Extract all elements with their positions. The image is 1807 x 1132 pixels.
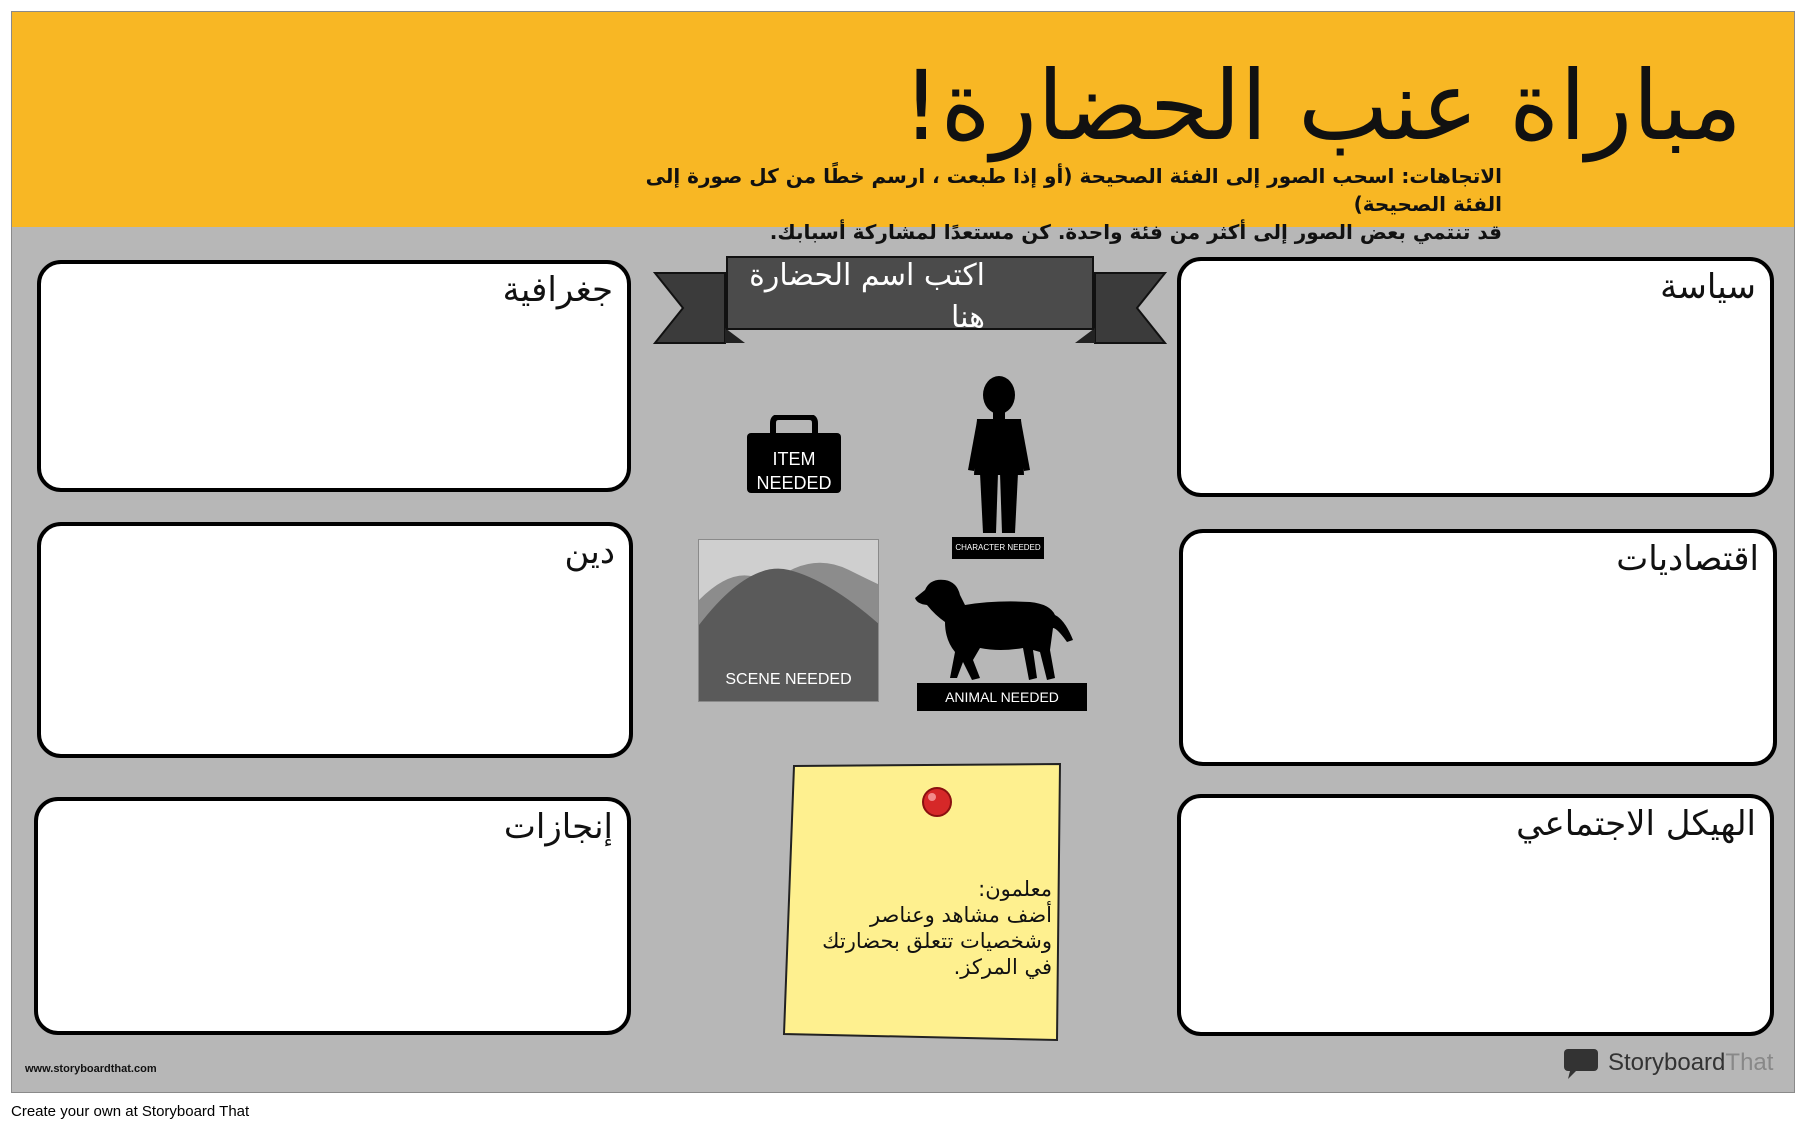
category-box-geography[interactable] <box>37 260 631 492</box>
category-box-economics[interactable] <box>1179 529 1777 766</box>
person-silhouette-icon <box>950 375 1048 540</box>
category-label-religion: دين <box>564 532 615 572</box>
logo-text-part1: Storyboard <box>1608 1049 1726 1076</box>
logo-text <box>1608 1049 1773 1077</box>
character-needed-placeholder[interactable] <box>950 375 1048 560</box>
animal-needed-label: ANIMAL NEEDED <box>917 683 1087 711</box>
dog-silhouette-icon <box>905 570 1080 685</box>
banner-text <box>735 255 985 339</box>
header-band <box>12 12 1794 244</box>
item-needed-text <box>745 447 843 495</box>
character-needed-label: CHARACTER NEEDED <box>952 537 1044 559</box>
animal-needed-placeholder[interactable] <box>905 570 1080 712</box>
site-url: www.storyboardthat.com <box>25 1063 157 1075</box>
directions-line-1: الاتجاهات: اسحب الصور إلى الفئة الصحيحة (أو إذا طبعت ، ارسم خطًا من كل صورة إلى الفئة الصحيحة) <box>645 164 1502 216</box>
civilization-name-banner[interactable] <box>645 243 1175 363</box>
sticky-note-text: معلمون: أضف مشاهد وعناصر وشخصيات تتعلق بحضارتك في المركز. <box>822 877 1052 979</box>
category-label-social-structure: الهيكل الاجتماعي <box>1516 804 1756 844</box>
category-box-politics[interactable] <box>1177 257 1774 497</box>
footer-text: Create your own at Storyboard That <box>11 1103 250 1120</box>
banner-line-2: هنا <box>950 300 985 335</box>
speech-bubble-logo-icon <box>1562 1047 1602 1079</box>
item-needed-placeholder[interactable] <box>745 415 843 495</box>
item-line-2: NEEDED <box>756 473 832 493</box>
category-box-social-structure[interactable] <box>1177 794 1774 1036</box>
category-label-economics: اقتصاديات <box>1616 539 1759 579</box>
item-line-1: ITEM <box>772 449 816 469</box>
pushpin-icon <box>923 788 951 816</box>
directions-line-2: قد تنتمي بعض الصور إلى أكثر من فئة واحدة. كن مستعدًا لمشاركة أسبابك. <box>769 220 1502 244</box>
category-box-religion[interactable] <box>37 522 633 758</box>
banner-line-1: اكتب اسم الحضارة <box>749 258 985 293</box>
category-label-achievements: إنجازات <box>503 807 613 847</box>
scene-needed-label: SCENE NEEDED <box>725 671 852 688</box>
category-label-politics: سياسة <box>1660 267 1756 307</box>
logo-text-part2: That <box>1725 1049 1774 1076</box>
page-title: مباراة عنب الحضارة! <box>901 50 1742 162</box>
category-box-achievements[interactable] <box>34 797 631 1035</box>
directions-text <box>602 162 1502 246</box>
category-label-geography: جغرافية <box>502 270 613 310</box>
scene-needed-placeholder[interactable] <box>698 539 879 702</box>
storyboardthat-logo <box>1562 1045 1773 1081</box>
